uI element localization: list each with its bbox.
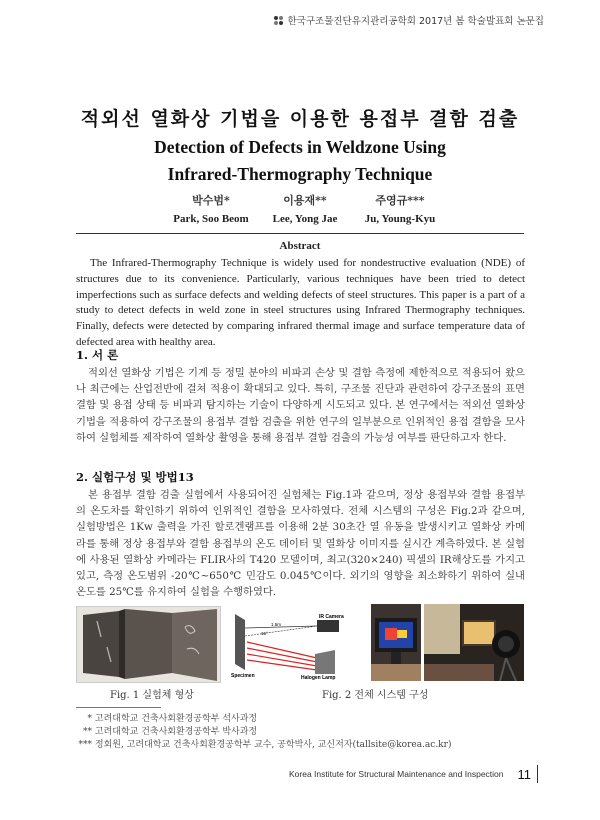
label-angle: 15°	[261, 631, 268, 636]
abstract-text: The Infrared-Thermography Technique is widely used for nondestructive evaluation (NDE) of structures due to its convenience. Particularly, various techniques have been tried to detect imperfections such as surface defects and welding defects of steel structures. This paper is a part of a study to detect defects in weld zone in steel structures using Infrared Thermography techniques. Finally, defects were detected by comparing infrared thermal image and surface temperature data of defected area with healthy area.	[76, 257, 525, 348]
author-2-korean: 이용재**	[283, 194, 327, 207]
figure-2-monitor-photo	[371, 604, 421, 681]
label-ir-camera: IR Camera	[319, 614, 344, 620]
figure-2-setup-photo	[424, 604, 524, 681]
footer-bar	[537, 765, 538, 783]
title-english	[0, 134, 600, 188]
title-english-line1: Detection of Defects in Weldzone Using	[154, 137, 446, 157]
author-3-english: Ju, Young-Kyu	[364, 213, 436, 225]
abstract-divider	[76, 233, 524, 234]
footnote-divider	[76, 707, 161, 708]
page-footer	[289, 765, 538, 783]
footnote-3-mark: ***	[78, 740, 92, 750]
footnote-3-text: 정회원, 고려대학교 건축사회환경공학부 교수, 공학박사, 교신저자(tallsite@korea.ac.kr)	[94, 740, 452, 750]
footnote-2	[76, 726, 257, 738]
abstract-heading: Abstract	[279, 240, 321, 252]
title-english-line2: Infrared-Thermography Technique	[167, 164, 433, 184]
figure-2-system-diagram	[231, 608, 367, 680]
section-1-text: 적외선 열화상 기법은 기계 등 정밀 분야의 비파괴 손상 및 결함 측정에 제한적으로 적용되어 왔으나 최근에는 산업전반에 걸쳐 적용이 확대되고 있다. 특히, 구조물 진단과 관련하여 강구조물의 표면 결함 및 용접 상태 등 비파괴 탐지하는 기술이 다양하게 시도되고 있다. 본 연구에서는 적외선 열화상 기법을 적용하여 강구조물의 용접부 결함 검출을 위한 연구의 일부분으로 인위적인 용접 결함을 모사하여 실험체를 제작하여 열화상 촬영을 통해 용접부 결함 검출의 가능성 여부를 판단하고자 한다.	[76, 367, 525, 444]
author-3	[340, 192, 460, 225]
author-1-korean: 박수범*	[192, 194, 230, 207]
footnote-3	[76, 739, 451, 751]
footnote-2-mark: **	[83, 727, 92, 737]
figure-2-caption: Fig. 2 전체 시스템 구성	[322, 690, 429, 701]
footnote-1-text: 고려대학교 건축사회환경공학부 석사과정	[94, 714, 258, 724]
dots-logo-icon	[274, 16, 283, 25]
label-distance: 1.5m	[271, 622, 282, 627]
conference-name: 한국구조물진단유지관리공학회 2017년 봄 학술발표회 논문집	[287, 16, 544, 27]
page-number: 11	[517, 766, 531, 782]
author-3-korean: 주영규***	[375, 194, 425, 207]
running-header	[274, 13, 544, 27]
section-1-heading: 1. 서 론	[76, 348, 119, 362]
section-2-text: 본 용접부 결함 검출 실험에서 사용되어진 실험체는 Fig.1과 같으며, 정상 용접부와 결함 용접부의 온도차를 확인하기 위하여 인위적인 결함을 모사하였다. 전체 시스템의 구성은 Fig.2과 같으며, 실험방법은 1Kw 출력을 가진 할로겐램프를 이용해 2분 30초간 열 유동을 발생시키고 열화상 카메라를 통해 정상 용접부와 결함 용접부의 온도 데이터 및 열화상 이미지를 실시간 계측하였다. 본 실험에 사용된 열화상 카메라는 FLIR사의 T420 모델이며, 최고(320×240) 픽셀의 IR해상도를 가지고 있고, 측정 온도범위 -20℃~650℃ 민감도 0.045℃이다. 외기의 영향을 최소화하기 위하여 실내 온도를 25℃를 유지하여 실험을 수행하였다.	[76, 489, 525, 599]
footnote-1-mark: *	[87, 714, 92, 724]
footer-institute: Korea Institute for Structural Maintenance and Inspection	[288, 769, 504, 779]
figure-1-caption: Fig. 1 실험체 형상	[110, 690, 194, 701]
label-specimen: Specimen	[231, 673, 255, 679]
author-2-english: Lee, Yong Jae	[272, 213, 338, 225]
figure-1-specimen-photo	[76, 606, 221, 683]
label-halogen-lamp: Halogen Lamp	[301, 675, 336, 680]
footnote-1	[76, 713, 257, 725]
section-2-heading: 2. 실험구성 및 방법13	[76, 470, 194, 484]
author-1-english: Park, Soo Beom	[173, 213, 249, 225]
title-korean: 적외선 열화상 기법을 이용한 용접부 결함 검출	[80, 108, 520, 130]
footnote-2-text: 고려대학교 건축사회환경공학부 박사과정	[94, 727, 258, 737]
